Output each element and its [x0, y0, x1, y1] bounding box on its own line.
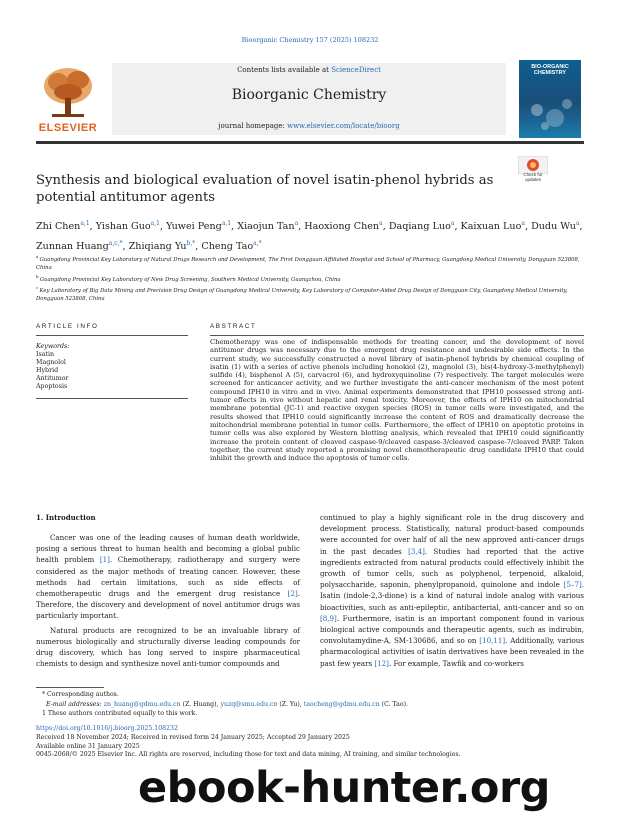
author-name[interactable]: Dudu Wu — [531, 221, 576, 233]
homepage-line — [112, 122, 506, 130]
intro-heading: 1. Introduction — [36, 513, 96, 522]
reference-citation[interactable]: [2] — [287, 589, 298, 599]
journal-citation[interactable]: Bioorganic Chemistry 157 (2025) 108232 — [241, 36, 379, 44]
journal-name: Bioorganic Chemistry — [231, 87, 387, 103]
check-for-updates-label[interactable]: Check for updates — [523, 172, 543, 182]
author-affiliation-marker[interactable]: a — [294, 220, 299, 227]
keywords-label: Keywords: — [36, 343, 70, 350]
abstract-rule — [210, 335, 584, 336]
reference-citation[interactable]: [12] — [374, 658, 389, 668]
affiliation-marker: c — [36, 285, 40, 291]
author-affiliation-marker[interactable]: a,c,* — [108, 240, 123, 248]
footnote-rule — [36, 687, 104, 688]
author-name[interactable]: Daqiang Luo — [388, 221, 451, 233]
intro-paragraph: Cancer was one of the leading causes of human death worldwide, posing a serious threat to human health and becoming a global public health problem [1]. Chemotherapy, radiotherapy and surgery were considered as the major methods of treating cancer. However, these methods had certain limitations, such as side effects of chemotherapeutic drugs and the emergent drug resistance [2]. Therefore, the discovery and development of novel antitumor drugs was particularly important. — [36, 533, 300, 621]
email-label: E-mail addresses: — [46, 700, 104, 708]
affiliation-text: Guangdong Provincial Key Laboratory of New Drug Screening, Southern Medical University, Guangzhou, China — [39, 276, 341, 283]
author-name[interactable]: Haoxiong Chen — [304, 221, 380, 233]
intro-left-column — [36, 532, 300, 669]
author-affiliation-marker[interactable]: a,1 — [221, 220, 232, 227]
reference-citation[interactable]: [3,4] — [408, 546, 425, 556]
author-name[interactable]: Yishan Guo — [95, 221, 151, 233]
reference-citation[interactable]: [8,9] — [320, 613, 337, 623]
affiliation-marker: a — [36, 254, 40, 259]
author-affiliation-marker[interactable]: a — [575, 220, 580, 227]
keyword: Isatin — [36, 351, 55, 358]
homepage-link[interactable]: www.elsevier.com/locate/bioorg — [287, 122, 400, 130]
author-name[interactable]: Kaixuan Luo — [460, 221, 522, 233]
abstract-text: Chemotherapy was one of indispensable methods for treating cancer, and the development of novel antitumor drugs was necessary due to the emergent drug resistance and undesirable side effects. In the current study, we successfully constructed a novel library of isatin-phenol hybrids by chemical coupling of isatin (1) with a series of active phenols including honokiol (2), magnolol (3), bis(4-hydroxy-3-methylphenyl) sulfide (4), bisphenol A (5), carvacrol (6), and hydroxyquinoline (7) respectively. The target molecules were screened for anticancer activity, and we further investigate the anti-cancer mechanism of the most potent compound IPH10 in vitro and in vivo. Animal experiments demonstrated that IPH10 possessed strong anti-tumor effects in vivo without hepatic and renal toxicity. Moreover, the effects of IPH10 on mitochondrial membrane potential (JC-1) and reactive oxygen species (ROS) in tumor cells were investigated, and the results showed that IPH10 could significantly increase the content of ROS and dramatically decrease the mitochondrial membrane potential in tumor cells. Furthermore, the effect of IPH10 on apoptotic proteins in tumor cells was also explored by Western blotting analysis, which revealed that IPH10 could significantly increase the protein content of cleaved caspase-9/cleaved caspase-3/cleaved caspase-7/cleaved PARP. Taken together, the current study reported a promising novel chemotherapeutic drug candidate IPH10 that could inhibit the growth and induce the apoptosis of tumor cells. — [210, 338, 584, 463]
reference-citation[interactable]: [1] — [99, 555, 110, 565]
cover-title: BIO-ORGANIC CHEMISTRY — [531, 64, 569, 76]
email-owner: (Z. Huang), — [180, 700, 221, 708]
author-name[interactable]: Xiaojun Tan — [237, 221, 295, 233]
author-name[interactable]: Cheng Tao — [201, 241, 254, 253]
article-info-heading: ARTICLE INFO — [36, 323, 99, 330]
reference-citation[interactable]: [10,11] — [479, 636, 506, 646]
keyword: Hybrid — [36, 367, 59, 374]
email-line — [36, 700, 584, 710]
author-name[interactable]: Zhi Chen — [36, 221, 81, 233]
reference-citation[interactable]: [5–7] — [563, 580, 582, 590]
author-affiliation-marker[interactable]: b,* — [186, 240, 196, 248]
contents-prefix: Contents lists available at — [237, 66, 332, 74]
author-affiliation-marker[interactable]: a,1 — [150, 220, 160, 227]
email-owner: (C. Tao). — [379, 700, 408, 708]
author-affiliation-marker[interactable]: a — [521, 220, 525, 227]
contents-line — [112, 66, 506, 74]
publisher-logo-text: ELSEVIER — [38, 122, 98, 134]
available-online: Available online 31 January 2025 — [36, 742, 140, 750]
keyword: Magnolol — [36, 359, 66, 366]
keywords-block — [36, 343, 186, 391]
affiliation-text: Guangdong Provincial Key Laboratory of Natural Drugs Research and Development, The First Dongguan Affiliated Hospital and School of Pharmacy, Guangdong Medical University, Dongguan 523808, China — [36, 256, 580, 272]
author-affiliation-marker[interactable]: a,* — [253, 240, 262, 248]
author-name[interactable]: Zunnan Huang — [36, 241, 109, 253]
email-link[interactable]: taocheng@gdmu.edu.cn — [303, 700, 380, 708]
author-affiliation-marker[interactable]: a — [379, 220, 383, 227]
received-dates: Received 18 November 2024; Received in revised form 24 January 2025; Accepted 29 January 2025 — [36, 733, 350, 741]
intro-paragraph: Natural products are recognized to be an invaluable library of numerous biologically and structurally diverse leading compounds for drug discovery, which has long served to inspire pharmaceutical chemists to design and synthesize novel anti-tumor compounds and — [36, 625, 300, 669]
author-name[interactable]: Zhiqiang Yu — [128, 241, 187, 253]
intro-right-column — [320, 512, 584, 669]
author-name[interactable]: Yuwei Peng — [166, 221, 222, 233]
header-rule — [36, 141, 584, 144]
corresponding-note: * Corresponding authos. — [42, 691, 119, 698]
affiliation-item — [36, 273, 584, 284]
affiliation-item — [36, 253, 584, 273]
doi-link[interactable]: https://doi.org/10.1016/j.bioorg.2025.108232 — [36, 725, 178, 732]
affiliation-marker: b — [36, 273, 40, 279]
email-link[interactable]: yuzq@smu.edu.cn — [220, 700, 278, 708]
author-list: Zhi Chen$^{a,1}$, Yishan Guo$^{a,1}$, Yuwei Peng$^{a,1}$, Xiaojun Tan$^a$, Haoxiong Chen$^a$, Daqiang Luo$^a$, Kaixuan Luo$^a$, Dudu Wu$^a$, Zunnan Huang$^{a,c,*}$, Zhiqiang $Yu^{b,*}$, Cheng Tao$^{a,*}$ — [36, 220, 583, 253]
keyword: Antitumor — [36, 375, 69, 382]
abstract-heading: ABSTRACT — [210, 323, 257, 330]
keyword: Apoptosis — [36, 383, 68, 390]
author-affiliation-marker[interactable]: a,1 — [80, 220, 90, 227]
copyright-line: 0045-2068/© 2025 Elsevier Inc. All rights are reserved, including those for text and data mining, AI training, and similar technologies. — [36, 751, 461, 759]
article-title: Synthesis and biological evaluation of novel isatin-phenol hybrids as potential antitumor agents — [36, 173, 494, 205]
sciencedirect-link[interactable]: ScienceDirect — [331, 66, 381, 74]
affiliations — [36, 253, 584, 304]
author-affiliation-marker[interactable]: a — [450, 220, 455, 227]
equal-contribution-note: 1 These authors contributed equally to this work. — [42, 710, 198, 717]
watermark-text: ebook-hunter.org — [138, 763, 550, 813]
intro-paragraph: continued to play a highly significant role in the drug discovery and development process. Statistically, natural product-based compounds were accounted for over half of all the new approved anti-cancer drugs in the past decades [3,4]. Studies had reported that the active ingredients extracted from natural products could effectively inhibit the growth of tumor cells, such as polyphenol, terpenoid, alkaloid, polysaccharide, saponin, phenylpropanoid, quinolone and indole [5–7]. Isatin (indole-2,3-dione) is a kind of natural indole analog with various bioactivities, such as anti-epileptic, antibacterial, anti-cancer and so on [8,9]. Furthermore, isatin is an important component found in various biological active compounds and therapeutic agents, such as indirubin, convolutamydine-A, SM-130686, and so on [10,11]. Additionally, various pharmacological activities of isatin derivatives have been revealed in the past few years [12]. For example, Tawfik and co-workers — [320, 513, 585, 668]
affiliation-item — [36, 284, 584, 304]
affiliation-text: Key Laboratory of Big Data Mining and Precision Drug Design of Guangdong Medical University, Key Laboratory of Computer-Aided Drug Design of Dongguan City, Guangdong Medical University, Dongguan 523808, China — [36, 287, 568, 303]
keywords-end-rule — [36, 398, 188, 399]
footnotes — [36, 690, 584, 719]
publication-info — [36, 725, 584, 760]
email-owner: (Z. Yu), — [277, 700, 304, 708]
email-link[interactable]: zn_huang@gdmu.edu.cn — [103, 700, 181, 708]
article-info-rule — [36, 335, 188, 336]
homepage-prefix: journal homepage: — [218, 122, 288, 130]
